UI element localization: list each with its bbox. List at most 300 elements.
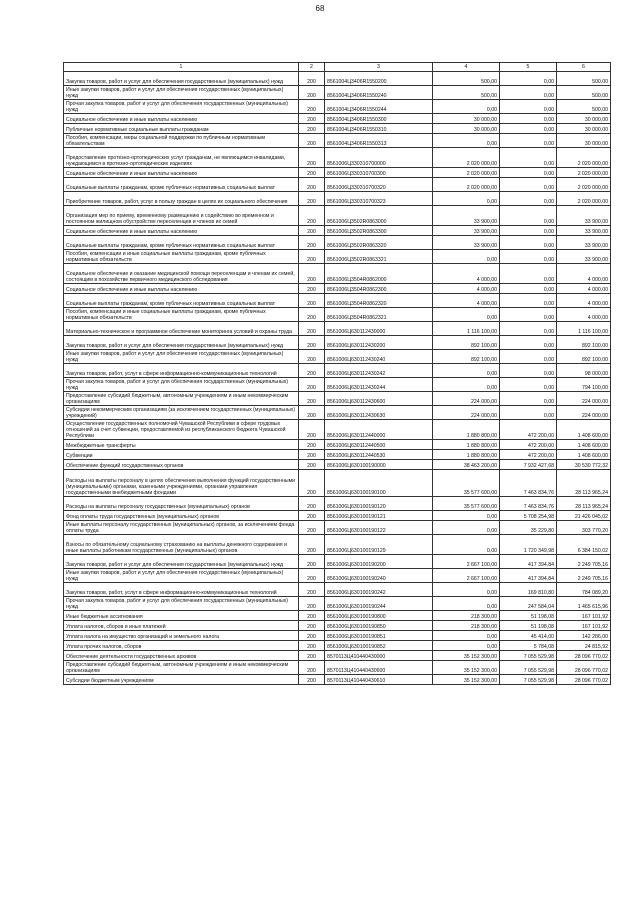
table-row [64,569,611,583]
row-rest-cell: 224 000,00 [557,392,611,406]
row-code-cell: 200 [299,555,325,569]
column-header: 6 [557,63,611,72]
table-row [64,284,611,294]
row-plan-cell: 30 000,00 [433,124,500,134]
row-code-cell: 200 [299,378,325,392]
row-rest-cell: 4 000,00 [557,264,611,284]
row-exec-cell: 417 394,84 [500,555,557,569]
row-name-cell: Прочая закупка товаров, работ и услуг для обеспечения государственных (муниципальных) нужд [64,378,299,392]
table-row [64,226,611,236]
row-rest-cell: 2 020 000,00 [557,192,611,206]
row-name-cell: Пособия, компенсации и иные социальные выплаты гражданам, кроме публичных нормативных обязательств [64,250,299,264]
row-exec-cell: 0,00 [500,100,557,114]
row-rest-cell: 2 020 000,00 [557,168,611,178]
row-kbk-cell: 8570113Ц410440430000 [325,651,433,661]
row-kbk-cell: 8570113Ц410440430610 [325,675,433,685]
row-plan-cell: 0,00 [433,250,500,264]
row-code-cell: 200 [299,406,325,420]
row-exec-cell: 0,00 [500,236,557,250]
row-name-cell: Уплата прочих налогов, сборов [64,641,299,651]
row-rest-cell: 21 426 045,02 [557,511,611,521]
row-kbk-cell: 8561006Ц630100190244 [325,597,433,611]
row-name-cell: Прочая закупка товаров, работ и услуг для обеспечения государственных (муниципальных) нужд [64,100,299,114]
row-kbk-cell: 8561006Ц3504R0862000 [325,264,433,284]
row-kbk-cell: 8561006Ц630100190121 [325,511,433,521]
row-code-cell: 200 [299,336,325,350]
row-exec-cell: 0,00 [500,350,557,364]
row-exec-cell: 35 229,80 [500,521,557,535]
row-rest-cell: 892 100,00 [557,350,611,364]
row-kbk-cell: 8561006Ц630112430630 [325,406,433,420]
row-rest-cell: 1 408 600,00 [557,440,611,450]
row-kbk-cell: 8561006Ц3504R0862321 [325,308,433,322]
row-name-cell: Обеспечение функций государственных органов [64,460,299,470]
row-kbk-cell: 8561006Ц630112430200 [325,336,433,350]
row-rest-cell: 500,00 [557,72,611,86]
table-row [64,294,611,308]
table-row [64,470,611,497]
table-row [64,631,611,641]
row-exec-cell: 0,00 [500,294,557,308]
row-rest-cell: 167 101,92 [557,621,611,631]
row-plan-cell: 0,00 [433,192,500,206]
row-rest-cell: 1 408 600,00 [557,420,611,440]
row-plan-cell: 35 577 600,00 [433,470,500,497]
table-row [64,555,611,569]
row-rest-cell: 784 089,20 [557,583,611,597]
row-kbk-cell: 8561004Ц3406R1550244 [325,100,433,114]
row-kbk-cell: 8561006Ц630100190851 [325,631,433,641]
row-name-cell: Обеспечение деятельности государственных архивов [64,651,299,661]
row-code-cell: 200 [299,521,325,535]
row-plan-cell: 0,00 [433,641,500,651]
row-plan-cell: 30 000,00 [433,114,500,124]
row-name-cell: Социальное обеспечение и иные выплаты населению [64,226,299,236]
row-code-cell: 200 [299,308,325,322]
table-row [64,450,611,460]
row-exec-cell: 472 200,00 [500,420,557,440]
row-name-cell: Иные бюджетные ассигнования [64,611,299,621]
table-row [64,86,611,100]
row-rest-cell: 28 096 770,02 [557,661,611,675]
row-name-cell: Предоставление субсидий бюджетным, автономным учреждениям и иным некоммерческим организациям [64,392,299,406]
row-rest-cell: 794 100,00 [557,378,611,392]
row-kbk-cell: 8561006Ц630112440000 [325,420,433,440]
row-name-cell: Закупка товаров, работ, услуг в сфере информационно-коммуникационных технологий [64,364,299,378]
row-kbk-cell: 8561006Ц630100190120 [325,497,433,511]
table-row [64,651,611,661]
row-code-cell: 200 [299,661,325,675]
table-row [64,308,611,322]
row-rest-cell: 1 465 615,96 [557,597,611,611]
row-plan-cell: 0,00 [433,378,500,392]
row-code-cell: 200 [299,569,325,583]
row-exec-cell: 0,00 [500,264,557,284]
row-exec-cell: 0,00 [500,168,557,178]
row-code-cell: 200 [299,631,325,641]
table-row [64,148,611,168]
row-rest-cell: 33 900,00 [557,236,611,250]
row-code-cell: 200 [299,322,325,336]
row-plan-cell: 218 300,00 [433,621,500,631]
row-plan-cell: 0,00 [433,583,500,597]
row-exec-cell: 0,00 [500,148,557,168]
row-rest-cell: 4 000,00 [557,308,611,322]
row-name-cell: Уплата налогов, сборов и иных платежей [64,621,299,631]
row-exec-cell: 0,00 [500,134,557,148]
row-kbk-cell: 8561006Ц3502R0863320 [325,236,433,250]
row-plan-cell: 4 000,00 [433,294,500,308]
row-plan-cell: 33 900,00 [433,226,500,236]
row-rest-cell: 2 020 000,00 [557,178,611,192]
row-rest-cell: 142 286,00 [557,631,611,641]
table-row [64,72,611,86]
row-code-cell: 200 [299,72,325,86]
table-row [64,364,611,378]
row-exec-cell: 7 463 834,76 [500,497,557,511]
row-plan-cell: 35 152 300,00 [433,661,500,675]
row-exec-cell: 7 463 834,76 [500,470,557,497]
table-row [64,124,611,134]
table-row [64,611,611,621]
row-exec-cell: 7 055 529,98 [500,675,557,685]
table-row [64,178,611,192]
row-exec-cell: 0,00 [500,378,557,392]
row-name-cell: Осуществление государственных полномочий Чувашской Республики в сфере трудовых отношений за счет субвенции, предоставляемой из республиканского бюджета Чувашской Республики [64,420,299,440]
row-code-cell: 200 [299,86,325,100]
row-code-cell: 200 [299,621,325,631]
header-row [64,63,611,72]
row-kbk-cell: 8561006Ц330310700320 [325,178,433,192]
row-plan-cell: 38 463 200,00 [433,460,500,470]
row-exec-cell: 0,00 [500,226,557,236]
row-exec-cell: 7 932 427,68 [500,460,557,470]
row-rest-cell: 24 815,92 [557,641,611,651]
row-exec-cell: 169 810,80 [500,583,557,597]
row-code-cell: 200 [299,651,325,661]
row-code-cell: 200 [299,124,325,134]
row-name-cell: Социальное обеспечение и оказание медицинской помощи переселенцам и членам их семей, состоящим в похозяйстве первичного медицинского обследования [64,264,299,284]
row-name-cell: Субвенции [64,450,299,460]
row-code-cell: 200 [299,114,325,124]
row-name-cell: Межбюджетные трансферты [64,440,299,450]
row-plan-cell: 0,00 [433,511,500,521]
row-code-cell: 200 [299,134,325,148]
row-exec-cell: 0,00 [500,250,557,264]
row-rest-cell: 167 101,92 [557,611,611,621]
table-row [64,406,611,420]
row-exec-cell: 0,00 [500,284,557,294]
row-kbk-cell: 8561006Ц330310700000 [325,148,433,168]
row-exec-cell: 0,00 [500,392,557,406]
row-plan-cell: 1 116 100,00 [433,322,500,336]
row-exec-cell: 0,00 [500,72,557,86]
row-name-cell: Иные закупки товаров, работ и услуг для обеспечения государственных (муниципальных) нужд [64,569,299,583]
row-plan-cell: 2 667 100,00 [433,569,500,583]
row-kbk-cell: 8561006Ц630100190122 [325,521,433,535]
row-rest-cell: 2 249 705,16 [557,555,611,569]
row-kbk-cell: 8561006Ц630100190852 [325,641,433,651]
row-plan-cell: 2 667 100,00 [433,555,500,569]
row-name-cell: Расходы на выплаты персоналу государственных (муниципальных) органов [64,497,299,511]
row-rest-cell: 33 900,00 [557,226,611,236]
table-row [64,497,611,511]
row-plan-cell: 1 880 800,00 [433,440,500,450]
row-kbk-cell: 8561006Ц630112440530 [325,450,433,460]
column-header: 3 [325,63,433,72]
row-plan-cell: 33 900,00 [433,236,500,250]
table-row [64,392,611,406]
row-rest-cell: 33 900,00 [557,250,611,264]
row-kbk-cell: 8561006Ц3502R0863300 [325,226,433,236]
row-code-cell: 200 [299,641,325,651]
row-plan-cell: 35 152 300,00 [433,651,500,661]
row-code-cell: 200 [299,192,325,206]
row-kbk-cell: 8561004Ц3406R1550310 [325,124,433,134]
row-code-cell: 200 [299,470,325,497]
row-name-cell: Материально-техническое и программное обеспечение мониторинга условий и охраны труда [64,322,299,336]
row-name-cell: Взносы по обязательному социальному страхованию на выплаты денежного содержания и иные выплаты работникам государственных (муниципальных) органов [64,535,299,555]
row-code-cell: 200 [299,675,325,685]
row-kbk-cell: 8561006Ц630100190000 [325,460,433,470]
row-rest-cell: 30 000,00 [557,114,611,124]
table-row [64,134,611,148]
row-rest-cell: 4 000,00 [557,284,611,294]
row-name-cell: Социальные выплаты гражданам, кроме публичных нормативных социальных выплат [64,236,299,250]
row-exec-cell: 5 708 254,98 [500,511,557,521]
row-plan-cell: 0,00 [433,535,500,555]
budget-table [63,62,611,685]
row-code-cell: 200 [299,250,325,264]
row-rest-cell: 500,00 [557,86,611,100]
row-name-cell: Субсидии некоммерческим организациям (за исключением государственных (муниципальных) учреждений) [64,406,299,420]
page-number: 68 [315,4,325,13]
table-row [64,378,611,392]
row-kbk-cell: 8561006Ц630100190240 [325,569,433,583]
row-name-cell: Социальное обеспечение и иные выплаты населению [64,114,299,124]
row-name-cell: Социальное обеспечение и иные выплаты населению [64,284,299,294]
row-name-cell: Социальное обеспечение и иные выплаты населению [64,168,299,178]
row-plan-cell: 0,00 [433,597,500,611]
row-plan-cell: 0,00 [433,134,500,148]
row-code-cell: 200 [299,100,325,114]
row-exec-cell: 0,00 [500,86,557,100]
row-plan-cell: 4 000,00 [433,284,500,294]
row-exec-cell: 0,00 [500,178,557,192]
row-plan-cell: 1 880 800,00 [433,420,500,440]
row-code-cell: 200 [299,450,325,460]
row-rest-cell: 2 249 705,16 [557,569,611,583]
row-plan-cell: 35 577 600,00 [433,497,500,511]
row-rest-cell: 224 000,00 [557,406,611,420]
row-code-cell: 200 [299,440,325,450]
row-plan-cell: 0,00 [433,364,500,378]
row-rest-cell: 30 000,00 [557,134,611,148]
row-code-cell: 200 [299,535,325,555]
row-plan-cell: 2 020 000,00 [433,178,500,192]
row-kbk-cell: 8561006Ц630100190200 [325,555,433,569]
row-plan-cell: 224 000,00 [433,406,500,420]
row-kbk-cell: 8561006Ц630112430242 [325,364,433,378]
row-code-cell: 200 [299,364,325,378]
row-rest-cell: 98 000,00 [557,364,611,378]
row-exec-cell: 45 414,00 [500,631,557,641]
row-code-cell: 200 [299,583,325,597]
row-exec-cell: 0,00 [500,114,557,124]
row-kbk-cell: 8561006Ц630112430600 [325,392,433,406]
row-kbk-cell: 8561004Ц3406R1550240 [325,86,433,100]
row-kbk-cell: 8561006Ц3502R0863321 [325,250,433,264]
row-name-cell: Публичные нормативные социальные выплаты гражданам [64,124,299,134]
row-plan-cell: 1 880 800,00 [433,450,500,460]
row-rest-cell: 303 770,20 [557,521,611,535]
table-row [64,114,611,124]
row-kbk-cell: 8561006Ц630100190100 [325,470,433,497]
row-exec-cell: 0,00 [500,364,557,378]
row-kbk-cell: 8561006Ц630112430240 [325,350,433,364]
row-rest-cell: 1 116 100,00 [557,322,611,336]
row-plan-cell: 0,00 [433,631,500,641]
table-row [64,322,611,336]
table-row [64,440,611,450]
row-code-cell: 200 [299,284,325,294]
row-kbk-cell: 8561006Ц630100190129 [325,535,433,555]
row-plan-cell: 35 152 300,00 [433,675,500,685]
row-code-cell: 200 [299,236,325,250]
table-row [64,583,611,597]
row-kbk-cell: 8561006Ц630100190242 [325,583,433,597]
row-rest-cell: 28 096 770,02 [557,651,611,661]
row-exec-cell: 1 720 349,98 [500,535,557,555]
row-name-cell: Предоставление протезно-ортопедических услуг гражданам, не являющимся инвалидами, нуждающимся в протезно-ортопедических изделиях [64,148,299,168]
row-rest-cell: 28 113 965,24 [557,497,611,511]
row-code-cell: 200 [299,392,325,406]
row-exec-cell: 0,00 [500,124,557,134]
table-row [64,641,611,651]
table-row [64,511,611,521]
table-row [64,206,611,226]
row-rest-cell: 500,00 [557,100,611,114]
row-code-cell: 200 [299,611,325,621]
row-exec-cell: 51 198,08 [500,621,557,631]
row-kbk-cell: 8561006Ц630112440500 [325,440,433,450]
table-row [64,661,611,675]
row-name-cell: Закупка товаров, работ и услуг для обеспечения государственных (муниципальных) нужд [64,336,299,350]
row-exec-cell: 0,00 [500,308,557,322]
row-kbk-cell: 8561006Ц330310700300 [325,168,433,178]
row-name-cell: Закупка товаров, работ, услуг в сфере информационно-коммуникационных технологий [64,583,299,597]
row-rest-cell: 30 000,00 [557,124,611,134]
row-plan-cell: 892 100,00 [433,350,500,364]
row-plan-cell: 2 020 000,00 [433,148,500,168]
row-exec-cell: 472 200,00 [500,440,557,450]
table-row [64,521,611,535]
row-kbk-cell: 8570113Ц410440430600 [325,661,433,675]
row-kbk-cell: 8561004Ц3406R1550200 [325,72,433,86]
table-row [64,168,611,178]
row-code-cell: 200 [299,168,325,178]
row-kbk-cell: 8561006Ц3504R0862320 [325,294,433,308]
row-exec-cell: 0,00 [500,336,557,350]
row-exec-cell: 7 055 529,98 [500,661,557,675]
row-plan-cell: 0,00 [433,521,500,535]
column-header: 1 [64,63,299,72]
row-code-cell: 200 [299,511,325,521]
table-row [64,535,611,555]
column-header: 2 [299,63,325,72]
row-plan-cell: 33 900,00 [433,206,500,226]
row-plan-cell: 218 300,00 [433,611,500,621]
row-name-cell: Пособия, компенсации, меры социальной поддержки по публичным нормативным обязательствам [64,134,299,148]
row-name-cell: Социальные выплаты гражданам, кроме публичных нормативных социальных выплат [64,294,299,308]
row-kbk-cell: 8561006Ц3502R0863000 [325,206,433,226]
row-kbk-cell: 8561006Ц630112430000 [325,322,433,336]
row-name-cell: Пособия, компенсации и иные социальные выплаты гражданам, кроме публичных нормативных обязательств [64,308,299,322]
row-name-cell: Иные закупки товаров, работ и услуг для обеспечения государственных (муниципальных) нужд [64,86,299,100]
table-row [64,420,611,440]
row-exec-cell: 0,00 [500,206,557,226]
row-code-cell: 200 [299,420,325,440]
row-plan-cell: 224 000,00 [433,392,500,406]
row-exec-cell: 51 198,08 [500,611,557,621]
table-row [64,236,611,250]
row-code-cell: 200 [299,294,325,308]
row-name-cell: Социальные выплаты гражданам, кроме публичных нормативных социальных выплат [64,178,299,192]
table-row [64,264,611,284]
row-code-cell: 200 [299,178,325,192]
row-code-cell: 200 [299,148,325,168]
row-kbk-cell: 8561004Ц3406R1550313 [325,134,433,148]
table-row [64,597,611,611]
row-name-cell: Расходы на выплаты персоналу в целях обеспечения выполнения функций государственными (муниципальными) органами, казенными учреждениями, органами управления государственными внебюджетными фондами [64,470,299,497]
table-row [64,336,611,350]
row-rest-cell: 4 000,00 [557,294,611,308]
row-name-cell: Субсидии бюджетным учреждениям [64,675,299,685]
row-rest-cell: 2 020 000,00 [557,148,611,168]
column-header: 4 [433,63,500,72]
row-kbk-cell: 8561006Ц630100190850 [325,621,433,631]
row-kbk-cell: 8561006Ц330310700323 [325,192,433,206]
row-code-cell: 200 [299,226,325,236]
row-exec-cell: 0,00 [500,322,557,336]
row-rest-cell: 30 530 772,32 [557,460,611,470]
row-kbk-cell: 8561004Ц3406R1550300 [325,114,433,124]
row-plan-cell: 500,00 [433,86,500,100]
row-kbk-cell: 8561006Ц630100190800 [325,611,433,621]
row-plan-cell: 892 100,00 [433,336,500,350]
table-row [64,621,611,631]
table-row [64,675,611,685]
row-name-cell: Предоставление субсидий бюджетным, автономным учреждениям и иным некоммерческим организациям [64,661,299,675]
row-name-cell: Закупка товаров, работ и услуг для обеспечения государственных (муниципальных) нужд [64,72,299,86]
row-name-cell: Иные закупки товаров, работ и услуг для обеспечения государственных (муниципальных) нужд [64,350,299,364]
row-plan-cell: 2 020 000,00 [433,168,500,178]
table-row [64,250,611,264]
row-rest-cell: 28 113 965,24 [557,470,611,497]
row-code-cell: 200 [299,206,325,226]
row-name-cell: Уплата налога на имущество организаций и земельного налога [64,631,299,641]
row-exec-cell: 0,00 [500,192,557,206]
table-body [64,72,611,685]
table-row [64,350,611,364]
row-rest-cell: 1 408 600,00 [557,450,611,460]
row-exec-cell: 0,00 [500,406,557,420]
column-header: 5 [500,63,557,72]
row-code-cell: 200 [299,350,325,364]
row-plan-cell: 0,00 [433,308,500,322]
row-exec-cell: 5 784,08 [500,641,557,651]
row-name-cell: Закупка товаров, работ и услуг для обеспечения государственных (муниципальных) нужд [64,555,299,569]
